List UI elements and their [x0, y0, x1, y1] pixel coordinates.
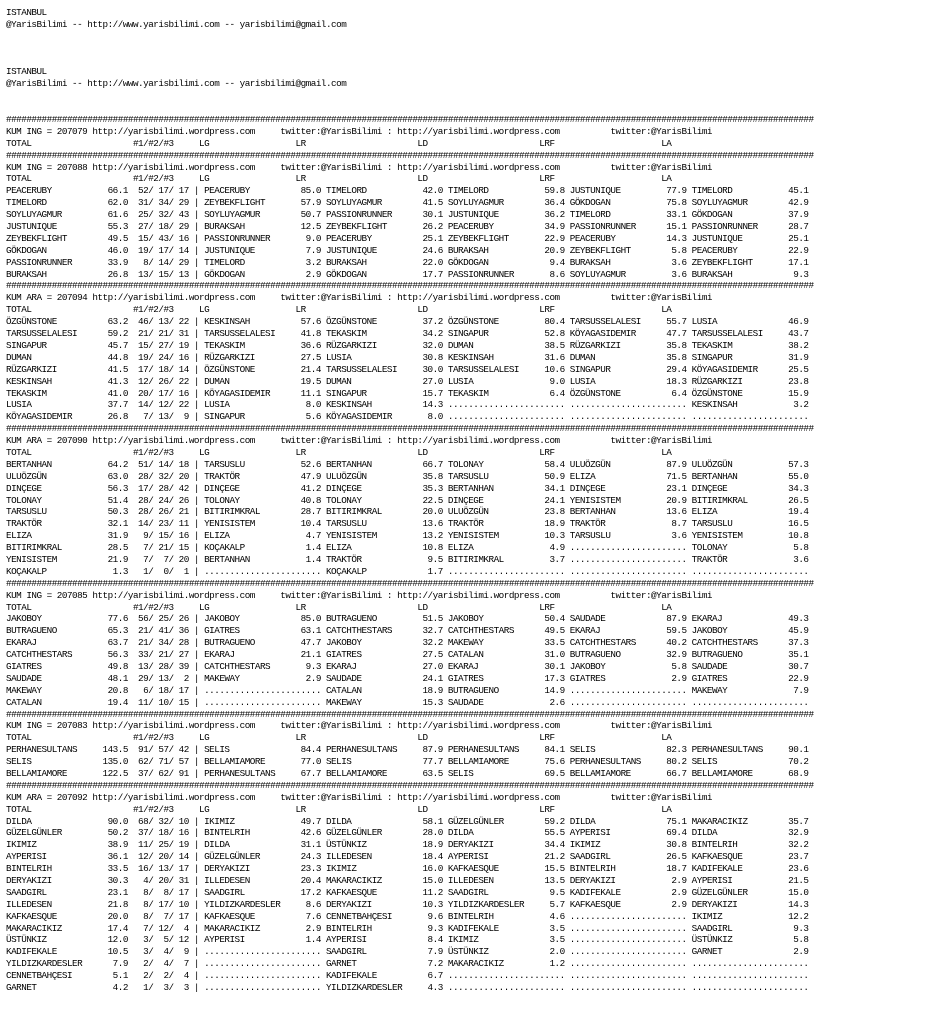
header-line: ISTANBUL — [6, 66, 47, 78]
data-row: JAKOBOY 77.6 56/ 25/ 26 | JAKOBOY 85.0 BUTRAGUENO 51.5 JAKOBOY 50.4 SAUDADE 87.9 EKARAJ 49.3 — [6, 613, 809, 625]
header-line — [6, 43, 947, 55]
header-line: ISTANBUL — [6, 7, 47, 18]
data-row: SOYLUYAGMUR 61.6 25/ 32/ 43 | SOYLUYAGMUR 50.7 PASSIONRUNNER 30.1 JUSTUNIQUE 36.2 TIMELORD 33.1 GÖKDOGAN 37.9 — [6, 209, 809, 221]
data-row: JUSTUNIQUE 55.3 27/ 18/ 29 | BURAKSAH 12.5 ZEYBEKFLIGHT 26.2 PEACERUBY 34.9 PASSIONRUNNER 15.1 PASSIONRUNNER 28.7 — [6, 221, 809, 233]
data-row: EKARAJ 63.7 21/ 34/ 28 | BUTRAGUENO 47.7 JAKOBOY 32.2 MAKEWAY 33.5 CATCHTHESTARS 40.2 CATCHTHESTARS 37.3 — [6, 637, 809, 649]
race-header-line: KUM ARA = 207094 http://yarisbilimi.wordpress.com twitter:@YarisBilimi : http://yarisbilimi.wordpress.com twitter:@YarisBilimi — [6, 292, 712, 304]
separator-line: ############################################################################################################################################################### — [6, 149, 814, 161]
column-header-line: TOTAL #1/#2/#3 LG LR LD LRF LA — [6, 446, 672, 458]
data-row: TIMELORD 62.0 31/ 34/ 29 | ZEYBEKFLIGHT 57.9 SOYLUYAGMUR 41.5 SOYLUYAGMUR 36.4 GÖKDOGAN 75.8 SOYLUYAGMUR 42.9 — [6, 197, 809, 209]
data-row: TOLONAY 51.4 28/ 24/ 26 | TOLONAY 40.8 TOLONAY 22.5 DINÇEGE 24.1 YENISISTEM 20.9 BITIRIMKRAL 26.5 — [6, 494, 809, 506]
data-row: GÖKDOGAN 46.0 19/ 17/ 14 | JUSTUNIQUE 7.9 JUSTUNIQUE 24.6 BURAKSAH 20.9 ZEYBEKFLIGHT 5.8 PEACERUBY 22.9 — [6, 244, 809, 256]
data-row: YENISISTEM 21.9 7/ 7/ 20 | BERTANHAN 1.4 TRAKTÖR 9.5 BITIRIMKRAL 3.7 ....................... TRAKTÖR 3.6 — [6, 553, 809, 565]
data-row: BURAKSAH 26.8 13/ 15/ 13 | GÖKDOGAN 2.9 GÖKDOGAN 17.7 PASSIONRUNNER 8.6 SOYLUYAGMUR 3.6 BURAKSAH 9.3 — [6, 268, 809, 280]
separator-line: ############################################################################################################################################################### — [6, 708, 814, 720]
data-row: BITIRIMKRAL 28.5 7/ 21/ 15 | KOÇAKALP 1.4 ELIZA 10.8 ELIZA 4.9 ....................... TOLONAY 5.8 — [6, 542, 809, 554]
race-header-line: KUM ING = 207079 http://yarisbilimi.wordpress.com twitter:@YarisBilimi : http://yarisbilimi.wordpress.com twitter:@YarisBilimi — [6, 125, 712, 137]
data-row: KESKINSAH 41.3 12/ 26/ 22 | DUMAN 19.5 DUMAN 27.0 LUSIA 9.0 LUSIA 18.3 RÜZGARKIZI 23.8 — [6, 375, 809, 387]
data-row: CATALAN 19.4 11/ 10/ 15 | ....................... MAKEWAY 15.3 SAUDADE 2.6 ....................... ....................... — [6, 696, 809, 708]
data-row: GIATRES 49.8 13/ 28/ 39 | CATCHTHESTARS 9.3 EKARAJ 27.0 EKARAJ 30.1 JAKOBOY 5.8 SAUDADE 30.7 — [6, 660, 809, 672]
data-row: AYPERISI 36.1 12/ 20/ 14 | GÜZELGÜNLER 24.3 ILLEDESEN 18.4 AYPERISI 21.2 SAADGIRL 26.5 KAFKAESQUE 23.7 — [6, 851, 809, 863]
race-header-line: KUM ING = 207083 http://yarisbilimi.wordpress.com twitter:@YarisBilimi : http://yarisbilimi.wordpress.com twitter:@YarisBilimi — [6, 720, 712, 732]
data-row: KADIFEKALE 10.5 3/ 4/ 9 | ....................... SAADGIRL 7.9 ÜSTÜNKIZ 2.0 ....................... GARNET 2.9 — [6, 946, 809, 958]
data-row: ULUÖZGÜN 63.0 28/ 32/ 20 | TRAKTÖR 47.9 ULUÖZGÜN 35.8 TARSUSLU 50.9 ELIZA 71.5 BERTANHAN 55.0 — [6, 470, 809, 482]
race-header-line: KUM ARA = 207092 http://yarisbilimi.wordpress.com twitter:@YarisBilimi : http://yarisbilimi.wordpress.com twitter:@YarisBilimi — [6, 791, 712, 803]
data-row: KÖYAGASIDEMIR 26.8 7/ 13/ 9 | SINGAPUR 5.6 KÖYAGASIDEMIR 8.0 ....................... ....................... ....................... — [6, 411, 809, 423]
data-row: ELIZA 31.9 9/ 15/ 16 | ELIZA 4.7 YENISISTEM 13.2 YENISISTEM 10.3 TARSUSLU 3.6 YENISISTEM 10.8 — [6, 530, 809, 542]
data-row: SAADGIRL 23.1 8/ 8/ 17 | SAADGIRL 17.2 KAFKAESQUE 11.2 SAADGIRL 9.5 KADIFEKALE 2.9 GÜZELGÜNLER 15.0 — [6, 886, 809, 898]
header-line: @YarisBilimi -- http://www.yarisbilimi.com -- yarisbilimi@gmail.com — [6, 78, 347, 90]
separator-line: ############################################################################################################################################################### — [6, 577, 814, 589]
data-row: PASSIONRUNNER 33.9 8/ 14/ 29 | TIMELORD 3.2 BURAKSAH 22.0 GÖKDOGAN 9.4 BURAKSAH 3.6 ZEYBEKFLIGHT 17.1 — [6, 256, 809, 268]
data-row: RÜZGARKIZI 41.5 17/ 18/ 14 | ÖZGÜNSTONE 21.4 TARSUSSELALESI 30.0 TARSUSSELALESI 10.6 SINGAPUR 29.4 KÖYAGASIDEMIR 25.5 — [6, 363, 809, 375]
data-row: PEACERUBY 66.1 52/ 17/ 17 | PEACERUBY 85.0 TIMELORD 42.0 TIMELORD 59.8 JUSTUNIQUE 77.9 TIMELORD 45.1 — [6, 185, 809, 197]
data-row: BINTELRIH 33.5 16/ 13/ 17 | DERYAKIZI 23.3 IKIMIZ 16.0 KAFKAESQUE 15.5 BINTELRIH 18.7 KADIFEKALE 23.6 — [6, 863, 809, 875]
separator-line: ############################################################################################################################################################### — [6, 423, 814, 435]
data-row: BUTRAGUENO 65.3 21/ 41/ 36 | GIATRES 63.1 CATCHTHESTARS 32.7 CATCHTHESTARS 49.5 EKARAJ 59.5 JAKOBOY 45.9 — [6, 625, 809, 637]
header-line — [6, 55, 947, 67]
data-row: ÜSTÜNKIZ 12.0 3/ 5/ 12 | AYPERISI 1.4 AYPERISI 8.4 IKIMIZ 3.5 ....................... ÜSTÜNKIZ 5.8 — [6, 934, 809, 946]
data-row: GARNET 4.2 1/ 3/ 3 | ....................... YILDIZKARDESLER 4.3 ....................... ....................... ....................... — [6, 982, 809, 994]
race-header-line: KUM ING = 207088 http://yarisbilimi.wordpress.com twitter:@YarisBilimi : http://yarisbilimi.wordpress.com twitter:@YarisBilimi — [6, 161, 712, 173]
header-line — [6, 90, 947, 102]
column-header-line: TOTAL #1/#2/#3 LG LR LD LRF LA — [6, 173, 672, 185]
data-row: BERTANHAN 64.2 51/ 14/ 18 | TARSUSLU 52.6 BERTANHAN 66.7 TOLONAY 58.4 ULUÖZGÜN 87.9 ULUÖZGÜN 57.3 — [6, 458, 809, 470]
header-line — [6, 102, 947, 114]
data-row: SINGAPUR 45.7 15/ 27/ 19 | TEKASKIM 36.6 RÜZGARKIZI 32.0 DUMAN 38.5 RÜZGARKIZI 35.8 TEKASKIM 38.2 — [6, 339, 809, 351]
data-row: KAFKAESQUE 20.0 8/ 7/ 17 | KAFKAESQUE 7.6 CENNETBAHÇESI 9.6 BINTELRIH 4.6 ....................... IKIMIZ 12.2 — [6, 910, 809, 922]
data-row: DUMAN 44.8 19/ 24/ 16 | RÜZGARKIZI 27.5 LUSIA 30.8 KESKINSAH 31.6 DUMAN 35.8 SINGAPUR 31.9 — [6, 351, 809, 363]
data-row: CENNETBAHÇESI 5.1 2/ 2/ 4 | ....................... KADIFEKALE 6.7 ....................... ....................... ....................... — [6, 970, 809, 982]
race-header-line: KUM ARA = 207090 http://yarisbilimi.wordpress.com twitter:@YarisBilimi : http://yarisbilimi.wordpress.com twitter:@YarisBilimi — [6, 435, 712, 447]
data-row: DILDA 90.0 68/ 32/ 10 | IKIMIZ 49.7 DILDA 58.1 GÜZELGÜNLER 59.2 DILDA 75.1 MAKARACIKIZ 35.7 — [6, 815, 809, 827]
data-row: SAUDADE 48.1 29/ 13/ 2 | MAKEWAY 2.9 SAUDADE 24.1 GIATRES 17.3 GIATRES 2.9 GIATRES 22.9 — [6, 672, 809, 684]
data-row: SELIS 135.0 62/ 71/ 57 | BELLAMIAMORE 77.0 SELIS 77.7 BELLAMIAMORE 75.6 PERHANESULTANS 80.2 SELIS 70.2 — [6, 756, 809, 768]
data-row: KOÇAKALP 1.3 1/ 0/ 1 | ....................... KOÇAKALP 1.7 ....................... ....................... ....................... — [6, 565, 809, 577]
separator-line: ############################################################################################################################################################### — [6, 114, 814, 126]
column-header-line: TOTAL #1/#2/#3 LG LR LD LRF LA — [6, 137, 672, 149]
column-header-line: TOTAL #1/#2/#3 LG LR LD LRF LA — [6, 803, 672, 815]
column-header-line: TOTAL #1/#2/#3 LG LR LD LRF LA — [6, 601, 672, 613]
data-row: MAKARACIKIZ 17.4 7/ 12/ 4 | MAKARACIKIZ 2.9 BINTELRIH 9.3 KADIFEKALE 3.5 ....................... SAADGIRL 9.3 — [6, 922, 809, 934]
data-row: GÜZELGÜNLER 50.2 37/ 18/ 16 | BINTELRIH 42.6 GÜZELGÜNLER 28.0 DILDA 55.5 AYPERISI 69.4 DILDA 32.9 — [6, 827, 809, 839]
data-row: ZEYBEKFLIGHT 49.5 15/ 43/ 16 | PASSIONRUNNER 9.0 PEACERUBY 25.1 ZEYBEKFLIGHT 22.9 PEACERUBY 14.3 JUSTUNIQUE 25.1 — [6, 232, 809, 244]
separator-line: ############################################################################################################################################################### — [6, 280, 814, 292]
data-row: MAKEWAY 20.8 6/ 18/ 17 | ....................... CATALAN 18.9 BUTRAGUENO 14.9 ....................... MAKEWAY 7.9 — [6, 684, 809, 696]
column-header-line: TOTAL #1/#2/#3 LG LR LD LRF LA — [6, 304, 672, 316]
data-row: ILLEDESEN 21.8 8/ 17/ 10 | YILDIZKARDESLER 8.6 DERYAKIZI 10.3 YILDIZKARDESLER 5.7 KAFKAESQUE 2.9 DERYAKIZI 14.3 — [6, 898, 809, 910]
data-row: PERHANESULTANS 143.5 91/ 57/ 42 | SELIS 84.4 PERHANESULTANS 87.9 PERHANESULTANS 84.1 SELIS 82.3 PERHANESULTANS 90.1 — [6, 744, 809, 756]
data-row: DINÇEGE 56.3 17/ 28/ 42 | DINÇEGE 41.2 DINÇEGE 35.3 BERTANHAN 34.1 DINÇEGE 23.1 DINÇEGE 34.3 — [6, 482, 809, 494]
data-row: DERYAKIZI 30.3 4/ 20/ 31 | ILLEDESEN 20.4 MAKARACIKIZ 15.0 ILLEDESEN 13.5 DERYAKIZI 2.9 AYPERISI 21.5 — [6, 875, 809, 887]
separator-line: ############################################################################################################################################################### — [6, 779, 814, 791]
data-row: ÖZGÜNSTONE 63.2 46/ 13/ 22 | KESKINSAH 57.6 ÖZGÜNSTONE 37.2 ÖZGÜNSTONE 80.4 TARSUSSELALESI 55.7 LUSIA 46.9 — [6, 316, 809, 328]
data-row: TEKASKIM 41.0 20/ 17/ 16 | KÖYAGASIDEMIR 11.1 SINGAPUR 15.7 TEKASKIM 6.4 ÖZGÜNSTONE 6.4 ÖZGÜNSTONE 15.9 — [6, 387, 809, 399]
data-row: TARSUSLU 50.3 28/ 26/ 21 | BITIRIMKRAL 28.7 BITIRIMKRAL 20.0 ULUÖZGÜN 23.8 BERTANHAN 13.6 ELIZA 19.4 — [6, 506, 809, 518]
data-row: IKIMIZ 38.9 11/ 25/ 19 | DILDA 31.1 ÜSTÜNKIZ 18.9 DERYAKIZI 34.4 IKIMIZ 30.8 BINTELRIH 32.2 — [6, 839, 809, 851]
column-header-line: TOTAL #1/#2/#3 LG LR LD LRF LA — [6, 732, 672, 744]
data-row: LUSIA 37.7 14/ 12/ 22 | LUSIA 8.0 KESKINSAH 14.3 ....................... ....................... KESKINSAH 3.2 — [6, 399, 809, 411]
data-row: TARSUSSELALESI 59.2 21/ 21/ 31 | TARSUSSELALESI 41.8 TEKASKIM 34.2 SINGAPUR 52.8 KÖYAGASIDEMIR 47.7 TARSUSSELALESI 43.7 — [6, 328, 809, 340]
header-line — [6, 31, 947, 43]
data-row: YILDIZKARDESLER 7.9 2/ 4/ 7 | ....................... GARNET 7.2 MAKARACIKIZ 1.2 ....................... ....................... — [6, 958, 809, 970]
race-header-line: KUM ING = 207085 http://yarisbilimi.wordpress.com twitter:@YarisBilimi : http://yarisbilimi.wordpress.com twitter:@YarisBilimi — [6, 589, 712, 601]
data-row: BELLAMIAMORE 122.5 37/ 62/ 91 | PERHANESULTANS 67.7 BELLAMIAMORE 63.5 SELIS 69.5 BELLAMIAMORE 66.7 BELLAMIAMORE 68.9 — [6, 768, 809, 779]
data-row: CATCHTHESTARS 56.3 33/ 21/ 27 | EKARAJ 21.1 GIATRES 27.5 CATALAN 31.0 BUTRAGUENO 32.9 BUTRAGUENO 35.1 — [6, 649, 809, 661]
header-line: @YarisBilimi -- http://www.yarisbilimi.com -- yarisbilimi@gmail.com — [6, 18, 347, 30]
data-row: TRAKTÖR 32.1 14/ 23/ 11 | YENISISTEM 10.4 TARSUSLU 13.6 TRAKTÖR 18.9 TRAKTÖR 8.7 TARSUSLU 16.5 — [6, 518, 809, 530]
